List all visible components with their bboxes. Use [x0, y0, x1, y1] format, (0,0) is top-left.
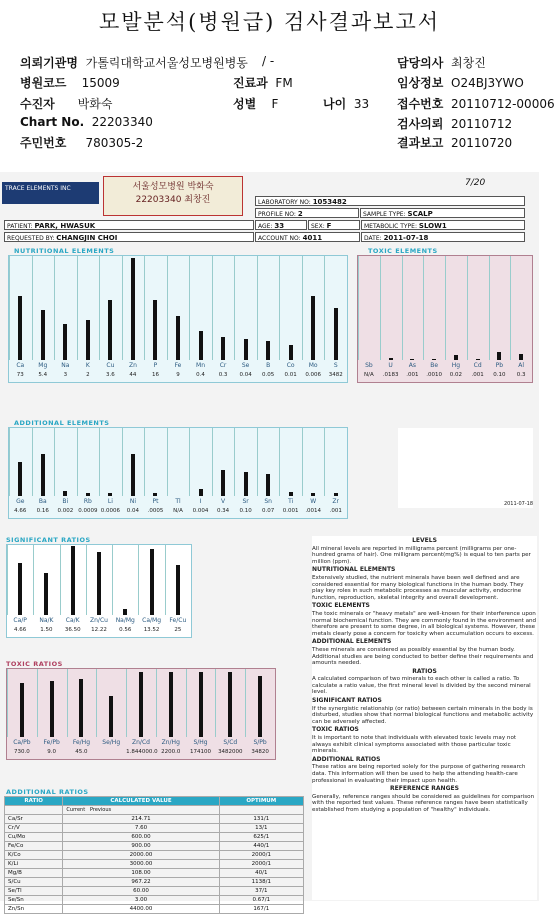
legend-date: 2011-07-18 [503, 501, 533, 508]
nutritional-bar [63, 324, 67, 360]
toxic-value: .001 [471, 372, 484, 378]
sub-header: Current Previous [63, 806, 219, 815]
notes-toxr-title: TOXIC RATIOS [312, 726, 359, 734]
hospital-stamp: 서울성모병원 박화숙 22203340 최창진 [103, 176, 243, 216]
additional-bar [221, 470, 225, 496]
notes-nut-title: NUTRITIONAL ELEMENTS [312, 566, 396, 574]
nutritional-bar [334, 308, 338, 360]
toxic-bar [454, 355, 458, 360]
nutritional-label: Cr [219, 362, 227, 369]
nutritional-value: 16 [151, 372, 159, 378]
nutritional-label: Co [286, 362, 295, 369]
chart-row: Chart No. 22203340 [20, 115, 153, 129]
tox_ratios-value: 9.0 [47, 749, 57, 755]
age-field: AGE: 33 [255, 220, 307, 230]
notes-add-title: ADDITIONAL ELEMENTS [312, 638, 392, 646]
notes-column [312, 536, 537, 900]
tox_ratios-bar [109, 696, 113, 737]
additional-bar [153, 493, 157, 496]
tox_ratios-label: Ca/Pb [13, 739, 31, 746]
additional-label: Sn [264, 498, 272, 505]
nutritional-label: Cu [106, 362, 115, 369]
additional-value: .001 [329, 508, 342, 514]
notes-addr-title: ADDITIONAL RATIOS [312, 755, 381, 763]
toxic-label: As [408, 362, 416, 369]
handwritten-date: 7/20 [465, 178, 486, 188]
sig_ratios-bar [44, 573, 48, 615]
add-ratios-table [4, 796, 304, 914]
additional-value: 4.66 [14, 508, 27, 514]
additional-value: 0.10 [239, 508, 252, 514]
table-row: Zn/Sn 4400.00 167/1 [5, 905, 304, 914]
additional-label: W [310, 498, 317, 505]
additional-value: N/A [173, 508, 183, 514]
additional-bar [41, 454, 45, 496]
additional-bar [63, 491, 67, 496]
nutritional-value: 5.4 [38, 372, 48, 378]
toxic-value: 0.3 [516, 372, 526, 378]
nutritional-label: P [153, 362, 158, 369]
additional-chart [8, 427, 348, 519]
tox_ratios-bar [199, 672, 203, 737]
lab-no-field: LABORATORY NO: 1053482 [255, 196, 525, 206]
code-row: 병원코드 15009 [20, 76, 120, 90]
additional-label: Sr [242, 498, 249, 505]
table-row: Ca/Sr 214.71 131/1 [5, 815, 304, 824]
nutritional-bar [221, 337, 225, 360]
nutritional-value: 3482 [328, 372, 343, 378]
sig_ratios-value: 25 [174, 627, 182, 633]
table-row: Se/Tl 60.00 37/1 [5, 887, 304, 896]
sig_ratios-value: 1.50 [40, 627, 53, 633]
nutritional-value: 3 [63, 372, 68, 378]
sig_ratios-label: Na/K [39, 617, 54, 624]
sig-ratios-chart [6, 544, 192, 638]
tox_ratios-value: 34820 [251, 749, 269, 755]
additional-label: Rb [83, 498, 92, 505]
notes-ref-title: REFERENCE RANGES [390, 785, 459, 793]
toxic-bar [432, 359, 436, 360]
legend-box [398, 428, 533, 508]
sig_ratios-label: Ca/K [65, 617, 80, 624]
additional-value: 0.002 [57, 508, 74, 514]
sig_ratios-value: 0.56 [119, 627, 132, 633]
scanned-report [0, 172, 539, 912]
table-row: Se/Sn 3.00 0.67/1 [5, 896, 304, 905]
sig-ratios-title: SIGNIFICANT RATIOS [6, 536, 91, 544]
page-title: 모발분석(병원급) 검사결과보고서 [98, 10, 441, 34]
table-row: Cu/Mo 600.00 625/1 [5, 833, 304, 842]
table-row: Fe/Co 900.00 440/1 [5, 842, 304, 851]
tox_ratios-label: S/Cd [223, 739, 238, 746]
trace-elements-logo: TRACE ELEMENTS INC [2, 182, 99, 204]
sig_ratios-value: 13.52 [143, 627, 160, 633]
toxic-bar [519, 354, 523, 360]
notes-ratios-title: RATIOS [412, 667, 437, 675]
sig_ratios-value: 12.22 [91, 627, 107, 633]
nutritional-label: K [85, 362, 90, 369]
age-row: 나이 33 [323, 97, 370, 111]
toxic-label: Sb [365, 362, 373, 369]
additional-label: Pt [152, 498, 159, 505]
nutritional-bar [108, 300, 112, 360]
hospital-row: 의뢰기관명 가톨릭대학교서울성모병원병동 [20, 56, 248, 70]
toxic-bar [389, 358, 393, 360]
th-calc: CALCULATED VALUE [63, 797, 219, 806]
sig_ratios-bar [71, 546, 75, 615]
additional-title: ADDITIONAL ELEMENTS [14, 419, 110, 427]
metabolic-field: METABOLIC TYPE: SLOW1 [361, 220, 525, 230]
sig_ratios-bar [150, 549, 154, 616]
sig_ratios-label: Zn/Cu [90, 617, 108, 624]
toxic-value: 0.02 [449, 372, 462, 378]
toxic-label: Al [518, 362, 525, 369]
additional-value: 0.04 [126, 508, 140, 514]
additional-bar [266, 474, 270, 496]
table-row: K/Co 2000.00 2000/1 [5, 851, 304, 860]
additional-value: 0.001 [282, 508, 299, 514]
nutritional-label: Mo [308, 362, 318, 369]
additional-bar [131, 454, 135, 496]
tox_ratios-label: Se/Hg [102, 739, 121, 746]
nutritional-bar [18, 296, 22, 360]
nutritional-bar [176, 316, 180, 360]
notes-toxr: It is important to note that individuals with elevated toxic levels may not always exhibit clinical symptoms associated with those particular toxic minerals. [312, 735, 517, 755]
nutritional-bar [289, 345, 293, 360]
clinical-row: 임상정보 O24BJ3YWO [397, 76, 524, 90]
additional-bar [18, 462, 22, 496]
nutritional-chart [8, 255, 348, 383]
toxic-bar [476, 359, 480, 360]
nutritional-bar [153, 300, 157, 360]
sig_ratios-label: Ca/P [13, 617, 27, 624]
toxic-value: N/A [364, 372, 374, 378]
tox_ratios-label: S/Pb [253, 739, 267, 746]
requested-field: REQUESTED BY: CHANGJIN CHOI [4, 232, 254, 242]
nutritional-value: 0.4 [196, 372, 205, 378]
tox_ratios-bar [228, 672, 232, 737]
additional-value: 0.0006 [100, 508, 121, 514]
sig_ratios-value: 4.66 [14, 627, 27, 633]
additional-label: Bi [62, 498, 69, 505]
nutritional-bar [131, 258, 135, 360]
additional-value: .0005 [147, 508, 164, 514]
toxic-label: Hg [451, 362, 461, 369]
tox_ratios-label: Fe/Hg [72, 739, 90, 746]
doctor-row: 담당의사 최창진 [397, 56, 486, 70]
table-row: K/Li 3000.00 2000/1 [5, 860, 304, 869]
nutritional-label: Se [241, 362, 250, 369]
tox_ratios-label: Fe/Pb [43, 739, 60, 746]
sig_ratios-bar [176, 565, 180, 615]
tox_ratios-bar [258, 676, 262, 737]
tox_ratios-bar [50, 681, 54, 737]
sig_ratios-bar [18, 563, 22, 616]
nutritional-label: B [266, 362, 271, 369]
sig_ratios-label: Fe/Cu [169, 617, 187, 624]
nutritional-value: 0.04 [239, 372, 252, 378]
nutritional-bar [41, 310, 45, 360]
toxic-label: U [388, 362, 393, 369]
sig_ratios-label: Ca/Mg [142, 617, 161, 624]
nutritional-value: 3.6 [106, 372, 115, 378]
table-row: Cr/V 7.60 13/1 [5, 824, 304, 833]
additional-label: Ti [288, 498, 294, 505]
notes-levels-title: LEVELS [412, 537, 437, 544]
toxic-label: Pb [495, 362, 504, 369]
toxic-value: 0.10 [493, 372, 506, 378]
additional-label: I [199, 498, 202, 505]
tox_ratios-label: Zn/Cd [132, 739, 150, 746]
additional-value: 0.07 [262, 508, 275, 514]
toxic-label: Be [430, 362, 439, 369]
tox_ratios-value: 174100 [190, 749, 212, 755]
notes-levels: All mineral levels are reported in milligrams percent (milligrams per one-hundred grams of hair). One milligram percent(mg%) is equal to ten parts per million (ppm). [312, 545, 531, 565]
tox_ratios-value: 2200.0 [161, 749, 181, 755]
additional-value: 0.34 [216, 508, 230, 514]
additional-value: .0014 [305, 508, 322, 514]
additional-label: Zr [332, 498, 339, 505]
nutritional-label: Ca [16, 362, 25, 369]
notes-addr: These ratios are being reported solely for the purpose of gathering research data. This information will then be used to help the attending health-care professional in evaluating their impact upon health. [312, 764, 526, 784]
nutritional-value: 0.3 [218, 372, 228, 378]
nutritional-bar [244, 339, 248, 360]
additional-label: Li [107, 498, 113, 505]
tox_ratios-bar [79, 679, 83, 737]
nutritional-value: 0.01 [284, 372, 297, 378]
toxic-chart [357, 255, 533, 383]
additional-bar [289, 492, 293, 496]
request-row: 검사의뢰 20110712 [397, 117, 513, 131]
nutritional-value: 0.05 [262, 372, 275, 378]
additional-label: Ni [129, 498, 136, 505]
additional-value: 0.16 [36, 508, 49, 514]
nutritional-value: 2 [86, 372, 90, 378]
tox_ratios-bar [169, 672, 173, 737]
tox_ratios-value: 730.0 [14, 749, 30, 755]
nutritional-label: Fe [174, 362, 182, 369]
nutritional-bar [266, 341, 270, 360]
toxic-title: TOXIC ELEMENTS [368, 247, 438, 255]
notes-add: These minerals are considered as possibly essential by the human body. Additional studies are being conducted to better define their requirements and amounts needed. [312, 646, 534, 667]
sig_ratios-bar [123, 609, 127, 615]
notes-sig-title: SIGNIFICANT RATIOS [312, 697, 382, 705]
profile-field: PROFILE NO: 2 [255, 208, 359, 218]
report-row: 결과보고 20110720 [397, 136, 513, 150]
nutritional-label: Mg [38, 362, 48, 369]
date-field: DATE: 2011-07-18 [361, 232, 525, 242]
tox_ratios-value: 3482000 [218, 749, 243, 755]
toxic-value: .001 [406, 372, 419, 378]
table-row: Mg/B 108.00 40/1 [5, 869, 304, 878]
additional-value: 0.004 [192, 508, 209, 514]
patient-row: 수진자 박화숙 [20, 97, 113, 111]
toxic-label: Cd [473, 362, 482, 369]
nutritional-label: Zn [128, 362, 137, 369]
additional-label: Ge [16, 498, 25, 505]
tox_ratios-label: S/Hg [193, 739, 208, 746]
additional-label: Ba [38, 498, 47, 505]
notes-ratios: A calculated comparison of two minerals to each other is called a ratio. To calculate a ratio value, the first mineral level is divided by the second mineral level. [312, 676, 531, 696]
tox-ratios-chart [6, 668, 276, 760]
notes-ref: Generally, reference ranges should be considered as guidelines for comparison with the reported test values. These reference ranges have been statistically established from studying a population of "healthy" individuals. [312, 793, 535, 813]
id-row: 주민번호 780305-2 [20, 136, 144, 150]
additional-bar [244, 472, 248, 496]
additional-label: Tl [175, 498, 181, 505]
sample-type-field: SAMPLE TYPE: SCALP [360, 208, 525, 218]
sig_ratios-label: Na/Mg [115, 617, 135, 624]
tox_ratios-bar [139, 672, 143, 737]
tox_ratios-value: 1.844000.0 [126, 749, 158, 755]
th-ratio: RATIO [5, 797, 63, 806]
nutritional-value: 73 [16, 372, 24, 378]
nutritional-value: 9 [176, 372, 180, 378]
nutritional-bar [311, 296, 315, 360]
tox_ratios-label: Zn/Hg [161, 739, 180, 746]
additional-bar [334, 493, 338, 496]
sig_ratios-bar [97, 552, 101, 615]
notes-tox: The toxic minerals or "heavy metals" are well-known for their interference upon normal biochemical function. They are commonly found in the environment and therefore are present to some degree, in all biological systems. However, these metals clearly pose a concern for toxicity when accumulation occurs to excess. [312, 610, 537, 637]
th-optimum: OPTIMUM [219, 797, 303, 806]
toxic-value: .0183 [382, 372, 399, 378]
patient-field: PATIENT: PARK, HWASUK [4, 220, 254, 230]
account-field: ACCOUNT NO: 4011 [255, 232, 360, 242]
nutritional-title: NUTRITIONAL ELEMENTS [14, 247, 115, 255]
nutritional-bar [86, 320, 90, 360]
additional-bar [199, 489, 203, 496]
notes-tox-title: TOXIC ELEMENTS [312, 602, 370, 610]
tox_ratios-bar [20, 683, 24, 737]
add-ratios-title: ADDITIONAL RATIOS [6, 788, 89, 796]
sex-row: 성별 F [233, 97, 279, 111]
toxic-value: .0010 [426, 372, 442, 378]
dept-row: 진료과 FM [233, 76, 293, 90]
ward: / - [262, 54, 275, 68]
additional-bar [86, 493, 90, 496]
additional-bar [108, 493, 112, 496]
nutritional-label: S [333, 362, 338, 369]
receipt-row: 접수번호 20110712-00006 [397, 97, 555, 111]
nutritional-value: 44 [129, 372, 137, 378]
nutritional-label: Na [61, 362, 70, 369]
additional-label: V [221, 498, 226, 505]
tox-ratios-title: TOXIC RATIOS [6, 660, 63, 668]
tox_ratios-value: 45.0 [75, 749, 88, 755]
nutritional-value: 0.006 [305, 372, 322, 378]
additional-value: 0.0009 [78, 508, 98, 514]
sex-field: SEX: F [308, 220, 360, 230]
toxic-bar [410, 359, 414, 360]
nutritional-label: Mn [196, 362, 206, 369]
additional-bar [311, 493, 315, 496]
toxic-bar [497, 352, 501, 360]
sig_ratios-value: 36.50 [64, 627, 81, 633]
notes-nut: Extensively studied, the nutrient minerals have been well defined and are considered essential for many biological functions in the human body. They play key roles in such metabolic processes as muscular activity, endocrine function, reproduction, skeletal integrity and overall development. [312, 574, 524, 601]
notes-sig: If the synergistic relationship (or ratio) between certain minerals in the body is disturbed, studies show that normal biological functions and metabolic activity can be adversely affected. [312, 705, 534, 725]
nutritional-bar [199, 331, 203, 360]
table-row: S/Cu 967.22 1138/1 [5, 878, 304, 887]
